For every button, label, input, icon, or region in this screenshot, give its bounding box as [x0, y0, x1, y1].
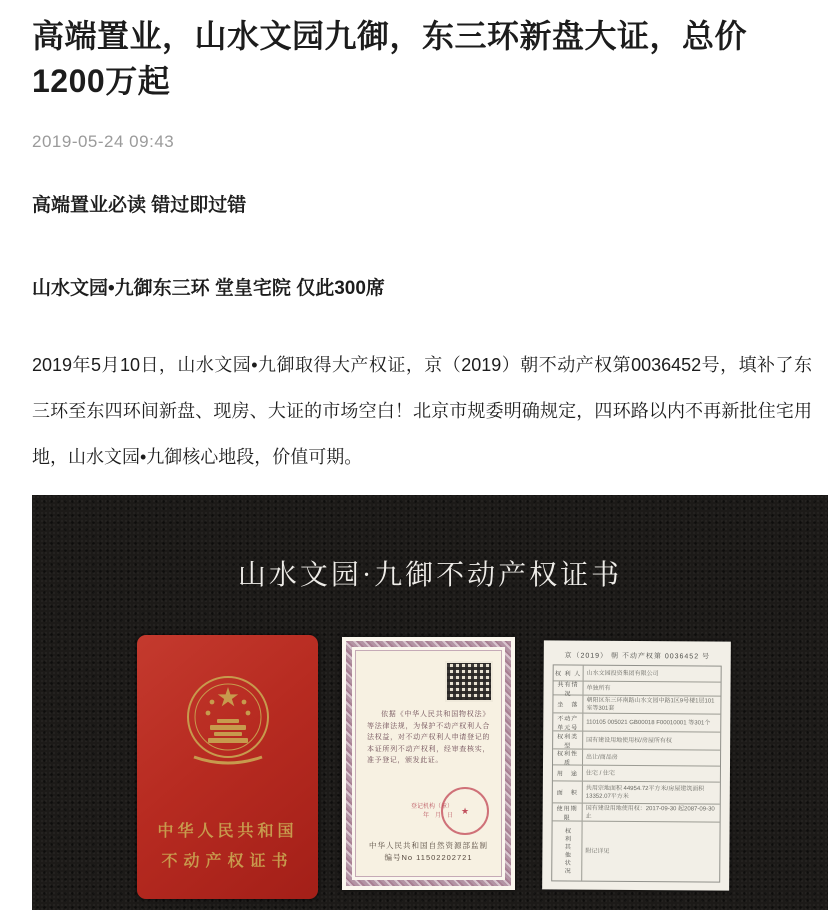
row-label: 坐 落 — [553, 695, 583, 712]
table-row — [553, 765, 720, 782]
qr-code — [447, 663, 491, 700]
seal-caption-line2: 年 月 日 — [422, 813, 453, 819]
table-row — [553, 713, 720, 732]
row-label: 权利性质 — [553, 749, 583, 764]
row-value: 共用宗地面积 44954.72平方米/房屋建筑面积 13352.07平方米 — [585, 785, 705, 800]
certificate-issuer-line: 中华人民共和国自然资源部监制 — [369, 841, 488, 850]
row-value: 110105 005021 GB00018 F00010001 等301个 — [586, 719, 711, 727]
row-label: 用 途 — [553, 765, 583, 780]
row-value: 国有建设用地使用权/房屋所有权 — [586, 737, 672, 744]
row-value: 附记详见 — [585, 848, 610, 855]
row-value: 国有建设用地使用权：2017-09-30 起2087-09-30 止 — [585, 805, 715, 820]
figure-title: 山水文园·九御不动产权证书 — [237, 560, 623, 591]
table-row — [553, 803, 720, 822]
row-label: 权利其他状况 — [552, 821, 582, 880]
booklet-title-line: 不动产权证书 — [161, 853, 294, 870]
row-label: 权利类型 — [553, 731, 583, 748]
table-row — [553, 781, 720, 804]
row-value: 朝阳区东三环南路山水文园中路1区9号楼1层101室等301套 — [586, 697, 715, 712]
certificate-paper — [355, 650, 502, 877]
national-emblem-icon — [184, 669, 272, 771]
table-row — [553, 695, 720, 714]
table-row — [553, 681, 720, 696]
certificate-number-header: 京（2019） 朝 不动产权第 0036452 号 — [564, 652, 711, 661]
row-label: 权 利 人 — [554, 665, 584, 680]
official-red-seal: ★ — [441, 787, 489, 835]
certificate-figure — [32, 495, 828, 910]
page-title: 高端置业，山水文园九御，东三环新盘大证，总价1200万起 — [32, 18, 748, 99]
article-paragraph: 2019年5月10日，山水文园•九御取得大产权证，京（2019）朝不动产权第0036452号，填补了东三环至东四环间新盘、现房、大证的市场空白！北京市规委明确规定，四环路以内不再新批住宅用地，山水文园•九御核心地段，价值可期。 — [32, 355, 812, 467]
row-label: 使用期限 — [553, 803, 583, 820]
table-row — [553, 749, 720, 766]
publish-date: 2019-05-24 09:43 — [32, 132, 175, 151]
booklet-country-line: 中华人民共和国 — [157, 823, 298, 840]
row-value: 出让/商品房 — [586, 754, 618, 761]
article-subtitle-1: 高端置业必读 错过即过错 — [32, 195, 247, 216]
row-value: 住宅 / 住宅 — [585, 770, 615, 777]
table-row — [552, 821, 719, 881]
certificate-detail-page — [542, 640, 731, 890]
row-label: 不动产单元号 — [553, 713, 583, 730]
certificate-detail-table — [551, 664, 722, 882]
row-label: 面 积 — [553, 781, 583, 802]
certificate-serial-number: 编号No 11502202721 — [384, 853, 473, 862]
certificate-inner-page — [342, 637, 515, 890]
row-label: 共有情况 — [553, 681, 583, 694]
row-value: 单独所有 — [586, 685, 611, 692]
certificate-declaration-text: 依据《中华人民共和国物权法》等法律法规，为保护不动产权利人合法权益，对不动产权利人申请登记的本证所列不动产权利，经审查核实，准予登记，颁发此证。 — [367, 711, 490, 764]
row-value: 山水文园投资集团有限公司 — [586, 670, 659, 677]
red-certificate-booklet — [137, 635, 318, 899]
seal-caption-line1: 登记机构（章） — [410, 804, 453, 810]
article-subtitle-2: 山水文园•九御东三环 堂皇宅院 仅此300席 — [32, 278, 385, 299]
